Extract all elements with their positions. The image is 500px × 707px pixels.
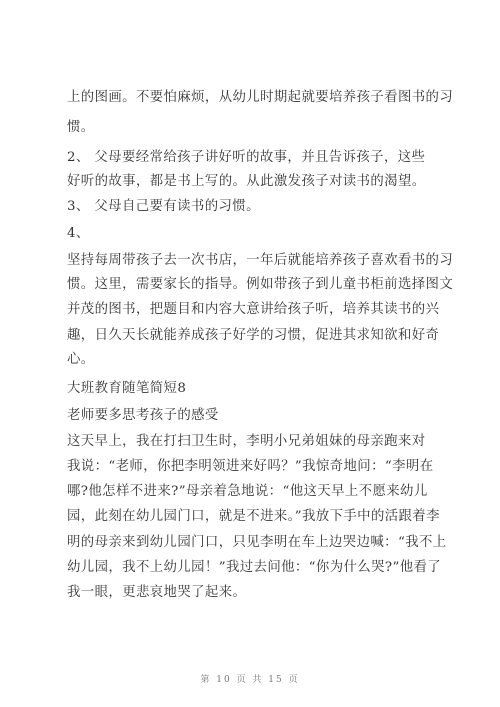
article-title: 老师要多思考孩子的感受 — [67, 408, 219, 423]
text-line: 坚持每周带孩子去一次书店，一年后就能培养孩子喜欢看书的习 — [67, 253, 454, 268]
text-line: 我一眼，更悲哀地哭了起来。 — [67, 585, 247, 600]
text-line: 2、 父母要经常给孩子讲好听的故事，并且告诉孩子，这些 — [67, 150, 426, 165]
text-line: 上的图画。不要怕麻烦，从幼儿时期起就要培养孩子看图书的习 — [67, 90, 454, 105]
text-line: 明的母亲来到幼儿园门口，只见李明在车上边哭边喊：“我不上 — [67, 535, 447, 550]
section-title: 大班教育随笔简短8 — [67, 381, 187, 396]
text-line: 趣，日久天长就能养成孩子好学的习惯，促进其求知欲和好奇 — [67, 328, 440, 343]
text-line: 我说：“老师，你把李明领进来好吗？”我惊奇地问：“李明在 — [67, 459, 434, 474]
text-line: 并茂的图书，把题目和内容大意讲给孩子听，培养其读书的兴 — [67, 302, 440, 317]
text-line: 惯。 — [67, 120, 95, 135]
text-line: 惯。这里，需要家长的指导。例如带孩子到儿童书柜前选择图文 — [67, 277, 454, 292]
text-line: 园，此刻在幼儿园门口，就是不进来。”我放下手中的活跟着李 — [67, 509, 440, 524]
text-line: 幼儿园，我不上幼儿园！”我过去问他：“你为什么哭?”他看了 — [67, 560, 442, 575]
text-line: 3、 父母自己要有读书的习惯。 — [67, 199, 260, 214]
text-line: 这天早上，我在打扫卫生时，李明小兄弟姐妹的母亲跑来对 — [67, 434, 426, 449]
text-line: 好听的故事，都是书上写的。从此激发孩子对读书的渴望。 — [67, 174, 426, 189]
page-number-footer: 第 10 页 共 15 页 — [200, 675, 300, 685]
text-line: 心。 — [67, 352, 95, 367]
text-line: 4、 — [67, 226, 90, 241]
text-line: 哪?他怎样不进来?”母亲着急地说：“他这天早上不愿来幼儿 — [67, 484, 428, 499]
